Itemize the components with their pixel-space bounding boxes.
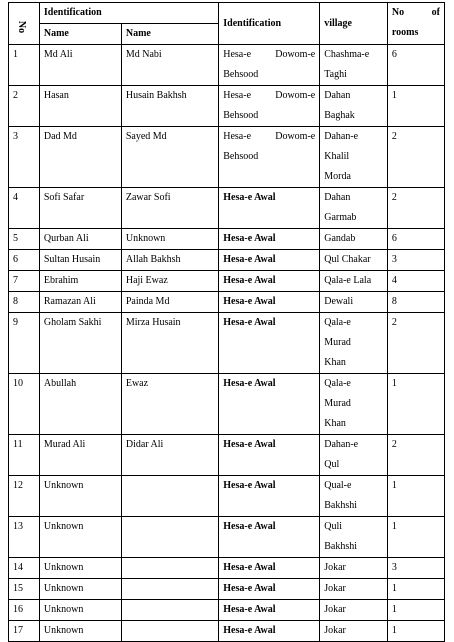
table-row — [9, 621, 445, 642]
row-name-2 — [121, 621, 218, 642]
table-row — [9, 313, 445, 374]
row-identification: Hesa-e Awal — [219, 292, 320, 313]
identification-line2: Behsood — [223, 151, 259, 162]
row-name-2 — [121, 600, 218, 621]
village-line: Murad — [324, 398, 351, 409]
row-village — [320, 517, 388, 558]
header-no-label: No — [16, 20, 28, 34]
row-name-1: Gholam Sakhi — [39, 313, 121, 374]
row-name-1: Hasan — [39, 86, 121, 127]
row-name-1: Qurban Ali — [39, 229, 121, 250]
row-identification: Hesa-e Awal — [219, 374, 320, 435]
row-name-2: Ewaz — [121, 374, 218, 435]
header-rooms — [387, 3, 444, 45]
village-line: Dahan — [324, 192, 351, 203]
table-body — [9, 45, 445, 642]
row-no: 15 — [9, 579, 40, 600]
row-village — [320, 579, 388, 600]
village-line: Quli — [324, 521, 342, 532]
identification-part-a: Hesa-e — [223, 90, 252, 101]
row-rooms: 8 — [387, 292, 444, 313]
table-row — [9, 45, 445, 86]
row-name-1: Ebrahim — [39, 271, 121, 292]
row-village — [320, 86, 388, 127]
row-name-2: Haji Ewaz — [121, 271, 218, 292]
row-village — [320, 600, 388, 621]
row-identification: Hesa-e Awal — [219, 579, 320, 600]
village-line: Qala-e — [324, 317, 351, 328]
row-name-1: Unknown — [39, 579, 121, 600]
row-name-1: Unknown — [39, 558, 121, 579]
village-line: Dewali — [324, 296, 354, 307]
village-line: Murad — [324, 337, 351, 348]
row-rooms: 6 — [387, 229, 444, 250]
village-line: Bakhshi — [324, 541, 357, 552]
header-rooms-line1 — [392, 3, 440, 23]
row-identification: Hesa-e Awal — [219, 313, 320, 374]
village-line: Gandab — [324, 233, 356, 244]
row-no: 9 — [9, 313, 40, 374]
row-name-1: Md Ali — [39, 45, 121, 86]
table-row — [9, 271, 445, 292]
row-village — [320, 292, 388, 313]
row-identification — [219, 86, 320, 127]
row-no: 13 — [9, 517, 40, 558]
row-village — [320, 558, 388, 579]
row-name-2: Didar Ali — [121, 435, 218, 476]
village-line: Morda — [324, 171, 351, 182]
identification-part-a: Hesa-e — [223, 49, 252, 60]
identification-line1 — [223, 45, 315, 65]
village-line: Baghak — [324, 110, 355, 121]
village-line: Qul Chakar — [324, 254, 371, 265]
row-village — [320, 229, 388, 250]
row-identification: Hesa-e Awal — [219, 517, 320, 558]
row-no: 3 — [9, 127, 40, 188]
header-village: village — [320, 3, 388, 45]
row-no: 4 — [9, 188, 40, 229]
header-identification: Identification — [219, 3, 320, 45]
row-name-2: Mirza Husain — [121, 313, 218, 374]
row-rooms: 2 — [387, 127, 444, 188]
row-identification: Hesa-e Awal — [219, 435, 320, 476]
row-no: 2 — [9, 86, 40, 127]
table-row — [9, 188, 445, 229]
village-line: Bakhshi — [324, 500, 357, 511]
row-no: 6 — [9, 250, 40, 271]
row-identification: Hesa-e Awal — [219, 271, 320, 292]
row-rooms: 2 — [387, 313, 444, 374]
row-rooms: 2 — [387, 188, 444, 229]
header-rooms-no: No — [391, 7, 405, 18]
row-identification — [219, 127, 320, 188]
row-no: 11 — [9, 435, 40, 476]
row-name-2: Painda Md — [121, 292, 218, 313]
row-no: 1 — [9, 45, 40, 86]
row-name-2 — [121, 476, 218, 517]
row-village — [320, 313, 388, 374]
identification-line2: Behsood — [223, 110, 259, 121]
row-identification: Hesa-e Awal — [219, 558, 320, 579]
row-rooms: 1 — [387, 621, 444, 642]
row-rooms: 6 — [387, 45, 444, 86]
village-line: Dahan-e — [324, 131, 359, 142]
village-line: Jokar — [324, 604, 346, 615]
village-line: Khalil — [324, 151, 350, 162]
village-line: Qala-e — [324, 378, 351, 389]
identification-part-b: Dowom-e — [275, 90, 316, 101]
row-name-1: Murad Ali — [39, 435, 121, 476]
header-name-1: Name — [39, 24, 121, 45]
row-no: 5 — [9, 229, 40, 250]
row-identification: Hesa-e Awal — [219, 600, 320, 621]
village-line: Qual-e — [324, 480, 352, 491]
row-rooms: 4 — [387, 271, 444, 292]
identification-line1 — [223, 127, 315, 147]
identification-line1 — [223, 86, 315, 106]
header-name-2: Name — [121, 24, 218, 45]
row-name-1: Ramazan Ali — [39, 292, 121, 313]
table-row — [9, 600, 445, 621]
row-village — [320, 188, 388, 229]
row-name-2: Zawar Sofi — [121, 188, 218, 229]
table-row — [9, 86, 445, 127]
identification-part-b: Dowom-e — [275, 131, 316, 142]
households-table — [8, 2, 445, 642]
row-name-1: Sofi Safar — [39, 188, 121, 229]
header-identification-group: Identification — [39, 3, 218, 24]
table-row — [9, 435, 445, 476]
row-name-1: Abullah — [39, 374, 121, 435]
row-identification: Hesa-e Awal — [219, 229, 320, 250]
row-no: 10 — [9, 374, 40, 435]
table-row — [9, 374, 445, 435]
row-village — [320, 250, 388, 271]
table-header — [9, 3, 445, 45]
row-name-2: Sayed Md — [121, 127, 218, 188]
village-line: Dahan-e — [324, 439, 359, 450]
row-no: 16 — [9, 600, 40, 621]
village-line: Chashma-e — [324, 49, 370, 60]
row-rooms: 1 — [387, 476, 444, 517]
village-line: Khan — [324, 418, 346, 429]
row-rooms: 1 — [387, 86, 444, 127]
village-line: Jokar — [324, 583, 346, 594]
row-village — [320, 271, 388, 292]
row-village — [320, 374, 388, 435]
row-identification: Hesa-e Awal — [219, 476, 320, 517]
header-rooms-of: of — [431, 7, 440, 18]
table-row — [9, 292, 445, 313]
row-name-1: Unknown — [39, 621, 121, 642]
row-rooms: 2 — [387, 435, 444, 476]
row-rooms: 1 — [387, 600, 444, 621]
table-row — [9, 579, 445, 600]
row-name-1: Sultan Husain — [39, 250, 121, 271]
row-rooms: 1 — [387, 374, 444, 435]
table-row — [9, 517, 445, 558]
row-name-1: Unknown — [39, 600, 121, 621]
village-line: Jokar — [324, 625, 346, 636]
table-row — [9, 558, 445, 579]
village-line: Khan — [324, 357, 346, 368]
row-identification: Hesa-e Awal — [219, 188, 320, 229]
row-no: 8 — [9, 292, 40, 313]
identification-part-a: Hesa-e — [223, 131, 252, 142]
village-line: Qala-e Lala — [324, 275, 372, 286]
row-name-2: Unknown — [121, 229, 218, 250]
row-name-2: Allah Bakhsh — [121, 250, 218, 271]
row-name-1: Unknown — [39, 476, 121, 517]
row-name-2 — [121, 579, 218, 600]
row-identification: Hesa-e Awal — [219, 621, 320, 642]
row-identification — [219, 45, 320, 86]
row-no: 12 — [9, 476, 40, 517]
row-no: 14 — [9, 558, 40, 579]
row-village — [320, 621, 388, 642]
row-name-1: Dad Md — [39, 127, 121, 188]
table-row — [9, 127, 445, 188]
identification-part-b: Dowom-e — [275, 49, 316, 60]
row-village — [320, 45, 388, 86]
row-name-2 — [121, 558, 218, 579]
village-line: Garmab — [324, 212, 357, 223]
row-name-2 — [121, 517, 218, 558]
row-identification: Hesa-e Awal — [219, 250, 320, 271]
village-line: Dahan — [324, 90, 351, 101]
row-village — [320, 127, 388, 188]
row-village — [320, 435, 388, 476]
header-no — [9, 3, 40, 45]
row-no: 17 — [9, 621, 40, 642]
row-village — [320, 476, 388, 517]
row-name-2: Husain Bakhsh — [121, 86, 218, 127]
row-name-2: Md Nabi — [121, 45, 218, 86]
row-rooms: 1 — [387, 579, 444, 600]
village-line: Taghi — [324, 69, 347, 80]
village-line: Jokar — [324, 562, 346, 573]
identification-line2: Behsood — [223, 69, 259, 80]
header-rooms-line2: rooms — [391, 27, 419, 38]
table-row — [9, 476, 445, 517]
row-name-1: Unknown — [39, 517, 121, 558]
row-rooms: 3 — [387, 558, 444, 579]
village-line: Qul — [324, 459, 340, 470]
table-row — [9, 229, 445, 250]
row-rooms: 3 — [387, 250, 444, 271]
row-rooms: 1 — [387, 517, 444, 558]
row-no: 7 — [9, 271, 40, 292]
table-row — [9, 250, 445, 271]
